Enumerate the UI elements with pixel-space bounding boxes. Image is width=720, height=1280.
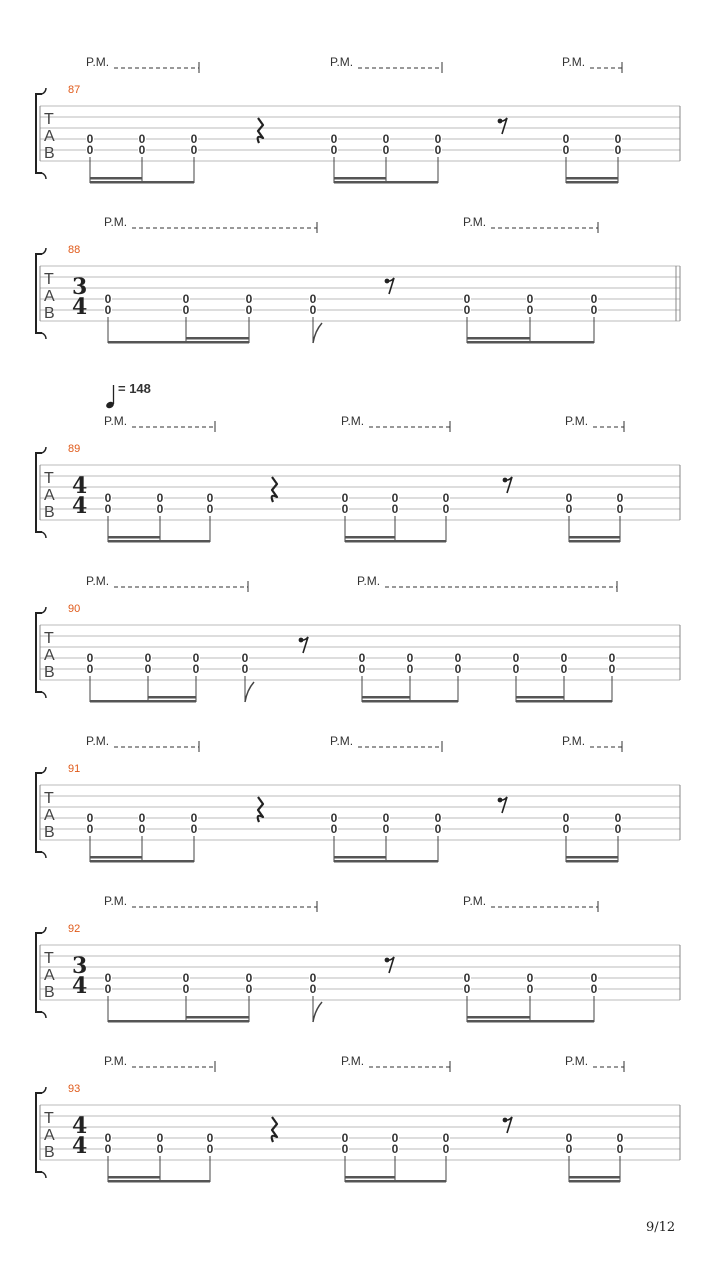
fret-number: 0 (512, 662, 520, 676)
fret-number: 0 (330, 143, 338, 157)
beam-secondary (345, 536, 395, 539)
fret-number: 0 (138, 822, 146, 836)
tab-clef-letter: B (44, 145, 55, 162)
tab-clef-letter: B (44, 824, 55, 841)
palm-mute-label: P.M. (86, 574, 110, 588)
fret-number: 0 (526, 303, 534, 317)
beam-secondary (334, 177, 386, 180)
tab-system (36, 574, 680, 703)
beam-secondary (148, 696, 196, 699)
fret-number: 0 (526, 971, 534, 985)
fret-number: 0 (406, 651, 414, 665)
fret-number: 0 (565, 491, 573, 505)
palm-mute-label: P.M. (330, 55, 354, 69)
tab-system (36, 734, 680, 863)
fret-number: 0 (138, 143, 146, 157)
fret-number: 0 (608, 662, 616, 676)
beam-secondary (467, 1016, 530, 1019)
fret-number: 0 (442, 1131, 450, 1145)
fret-number: 0 (144, 651, 152, 665)
fret-number: 0 (190, 811, 198, 825)
beam-primary (566, 860, 618, 863)
page-number: 9/12 (646, 1220, 676, 1235)
fret-number: 0 (245, 303, 253, 317)
measure-number: 90 (68, 603, 81, 615)
eighth-rest-icon (386, 957, 394, 973)
fret-number: 0 (382, 132, 390, 146)
fret-number: 0 (463, 292, 471, 306)
palm-mute-label: P.M. (562, 55, 586, 69)
fret-number: 0 (86, 811, 94, 825)
fret-number: 0 (341, 502, 349, 516)
fret-number: 0 (616, 502, 624, 516)
palm-mute-label: P.M. (104, 215, 128, 229)
fret-number: 0 (245, 292, 253, 306)
beam-primary (569, 1180, 620, 1183)
fret-number: 0 (341, 1131, 349, 1145)
fret-number: 0 (156, 1142, 164, 1156)
fret-number: 0 (434, 811, 442, 825)
eighth-rest-icon (300, 637, 308, 653)
beam-primary (467, 341, 594, 344)
measure-number: 87 (68, 84, 81, 96)
palm-mute-label: P.M. (104, 414, 128, 428)
bracket-hook-top (42, 767, 46, 773)
beam-secondary (569, 536, 620, 539)
palm-mute-label: P.M. (104, 894, 128, 908)
beam-primary (569, 540, 620, 543)
eighth-rest-icon (499, 797, 507, 813)
fret-number: 0 (192, 651, 200, 665)
eighth-rest-icon (499, 118, 507, 134)
fret-number: 0 (442, 502, 450, 516)
beam-primary (345, 1180, 446, 1183)
beam-primary (566, 181, 618, 184)
fret-number: 0 (192, 662, 200, 676)
fret-number: 0 (206, 491, 214, 505)
fret-number: 0 (565, 1131, 573, 1145)
fret-number: 0 (463, 303, 471, 317)
beam-primary (345, 540, 446, 543)
fret-number: 0 (182, 982, 190, 996)
fret-number: 0 (104, 303, 112, 317)
fret-number: 0 (330, 811, 338, 825)
palm-mute-label: P.M. (330, 734, 354, 748)
beam-secondary (566, 856, 618, 859)
bracket-hook-top (42, 88, 46, 94)
time-signature-bottom: 4 (72, 1133, 88, 1159)
fret-number: 0 (182, 292, 190, 306)
fret-number: 0 (138, 132, 146, 146)
tab-clef-letter: B (44, 1144, 55, 1161)
fret-number: 0 (104, 1131, 112, 1145)
fret-number: 0 (454, 662, 462, 676)
fret-number: 0 (241, 651, 249, 665)
fret-number: 0 (190, 143, 198, 157)
tab-system (36, 55, 680, 184)
fret-number: 0 (86, 651, 94, 665)
fret-number: 0 (614, 132, 622, 146)
fret-number: 0 (565, 1142, 573, 1156)
eighth-flag (313, 323, 322, 343)
fret-number: 0 (590, 303, 598, 317)
time-signature-bottom: 4 (72, 973, 88, 999)
fret-number: 0 (434, 143, 442, 157)
tab-clef-letter: A (44, 487, 55, 504)
tab-clef-letter: B (44, 664, 55, 681)
beam-primary (334, 181, 438, 184)
fret-number: 0 (590, 971, 598, 985)
fret-number: 0 (562, 811, 570, 825)
bracket-hook-bottom (42, 333, 46, 339)
fret-number: 0 (590, 292, 598, 306)
palm-mute-label: P.M. (341, 1054, 365, 1068)
fret-number: 0 (526, 292, 534, 306)
fret-number: 0 (406, 662, 414, 676)
fret-number: 0 (156, 1131, 164, 1145)
fret-number: 0 (463, 982, 471, 996)
palm-mute-label: P.M. (562, 734, 586, 748)
beam-primary (108, 341, 249, 344)
beam-primary (108, 540, 210, 543)
fret-number: 0 (104, 502, 112, 516)
measure-number: 88 (68, 244, 81, 256)
eighth-flag (245, 682, 254, 702)
fret-number: 0 (562, 822, 570, 836)
fret-number: 0 (341, 491, 349, 505)
beam-secondary (90, 177, 142, 180)
bracket-hook-bottom (42, 692, 46, 698)
tempo-marking: = 148 (118, 381, 151, 396)
fret-number: 0 (590, 982, 598, 996)
time-signature-top: 4 (72, 1113, 88, 1139)
tab-system (36, 894, 680, 1023)
fret-number: 0 (442, 1142, 450, 1156)
measure-number: 93 (68, 1083, 81, 1095)
beam-secondary (90, 856, 142, 859)
tab-clef-letter: A (44, 647, 55, 664)
fret-number: 0 (330, 822, 338, 836)
fret-number: 0 (206, 1142, 214, 1156)
fret-number: 0 (156, 491, 164, 505)
fret-number: 0 (526, 982, 534, 996)
fret-number: 0 (138, 811, 146, 825)
fret-number: 0 (614, 143, 622, 157)
fret-number: 0 (341, 1142, 349, 1156)
palm-mute-label: P.M. (104, 1054, 128, 1068)
tab-clef-letter: T (44, 470, 54, 487)
bracket-hook-top (42, 1087, 46, 1093)
fret-number: 0 (182, 303, 190, 317)
bracket-hook-top (42, 248, 46, 254)
beam-secondary (516, 696, 564, 699)
tab-clef-letter: T (44, 950, 54, 967)
tab-clef-letter: T (44, 271, 54, 288)
tab-clef-letter: T (44, 630, 54, 647)
palm-mute-label: P.M. (565, 1054, 589, 1068)
fret-number: 0 (562, 132, 570, 146)
fret-number: 0 (560, 662, 568, 676)
tab-clef-letter: T (44, 790, 54, 807)
bracket-hook-bottom (42, 852, 46, 858)
fret-number: 0 (182, 971, 190, 985)
tab-clef-letter: T (44, 111, 54, 128)
time-signature-bottom: 4 (72, 493, 88, 519)
fret-number: 0 (86, 143, 94, 157)
palm-mute-label: P.M. (463, 215, 487, 229)
beam-secondary (186, 337, 249, 340)
beam-secondary (334, 856, 386, 859)
beam-primary (90, 700, 196, 703)
fret-number: 0 (463, 971, 471, 985)
fret-number: 0 (616, 1131, 624, 1145)
time-signature-top: 4 (72, 473, 88, 499)
palm-mute-label: P.M. (565, 414, 589, 428)
palm-mute-label: P.M. (86, 734, 110, 748)
fret-number: 0 (382, 822, 390, 836)
measure-number: 91 (68, 763, 81, 775)
beam-primary (334, 860, 438, 863)
tab-clef-letter: A (44, 128, 55, 145)
fret-number: 0 (616, 1142, 624, 1156)
bracket-hook-top (42, 607, 46, 613)
beam-secondary (467, 337, 530, 340)
tab-clef-letter: A (44, 807, 55, 824)
fret-number: 0 (608, 651, 616, 665)
fret-number: 0 (565, 502, 573, 516)
fret-number: 0 (382, 811, 390, 825)
fret-number: 0 (245, 971, 253, 985)
palm-mute-label: P.M. (86, 55, 110, 69)
time-signature-top: 3 (72, 953, 88, 979)
palm-mute-label: P.M. (357, 574, 381, 588)
fret-number: 0 (614, 811, 622, 825)
fret-number: 0 (616, 491, 624, 505)
fret-number: 0 (144, 662, 152, 676)
fret-number: 0 (309, 982, 317, 996)
tab-system (36, 215, 680, 344)
beam-primary (362, 700, 458, 703)
beam-primary (516, 700, 612, 703)
beam-primary (467, 1020, 594, 1023)
bracket-hook-bottom (42, 173, 46, 179)
fret-number: 0 (560, 651, 568, 665)
beam-secondary (108, 1176, 160, 1179)
fret-number: 0 (104, 491, 112, 505)
beam-secondary (186, 1016, 249, 1019)
fret-number: 0 (241, 662, 249, 676)
tab-clef-letter: T (44, 1110, 54, 1127)
bracket-hook-bottom (42, 1012, 46, 1018)
fret-number: 0 (86, 132, 94, 146)
bracket-hook-bottom (42, 532, 46, 538)
beam-secondary (108, 536, 160, 539)
tab-clef-letter: A (44, 288, 55, 305)
time-signature-top: 3 (72, 274, 88, 300)
fret-number: 0 (104, 982, 112, 996)
beam-primary (108, 1020, 249, 1023)
fret-number: 0 (434, 132, 442, 146)
fret-number: 0 (156, 502, 164, 516)
tab-clef-letter: A (44, 1127, 55, 1144)
eighth-rest-icon (386, 278, 394, 294)
fret-number: 0 (86, 662, 94, 676)
tab-clef-letter: A (44, 967, 55, 984)
measure-number: 92 (68, 923, 81, 935)
fret-number: 0 (206, 502, 214, 516)
fret-number: 0 (454, 651, 462, 665)
fret-number: 0 (358, 651, 366, 665)
beam-secondary (566, 177, 618, 180)
palm-mute-label: P.M. (341, 414, 365, 428)
fret-number: 0 (562, 143, 570, 157)
time-signature-bottom: 4 (72, 294, 88, 320)
fret-number: 0 (245, 982, 253, 996)
fret-number: 0 (309, 292, 317, 306)
fret-number: 0 (391, 1131, 399, 1145)
beam-secondary (345, 1176, 395, 1179)
fret-number: 0 (206, 1131, 214, 1145)
bracket-hook-bottom (42, 1172, 46, 1178)
beam-primary (108, 1180, 210, 1183)
tab-clef-letter: B (44, 305, 55, 322)
fret-number: 0 (309, 303, 317, 317)
fret-number: 0 (104, 1142, 112, 1156)
fret-number: 0 (358, 662, 366, 676)
fret-number: 0 (104, 971, 112, 985)
tab-clef-letter: B (44, 984, 55, 1001)
tab-system (36, 1054, 680, 1183)
beam-primary (90, 860, 194, 863)
tab-system (36, 381, 680, 543)
fret-number: 0 (442, 491, 450, 505)
bracket-hook-top (42, 447, 46, 453)
eighth-rest-icon (504, 1117, 512, 1133)
beam-secondary (362, 696, 410, 699)
fret-number: 0 (104, 292, 112, 306)
fret-number: 0 (330, 132, 338, 146)
fret-number: 0 (382, 143, 390, 157)
bracket-hook-top (42, 927, 46, 933)
fret-number: 0 (391, 502, 399, 516)
eighth-rest-icon (504, 477, 512, 493)
fret-number: 0 (309, 971, 317, 985)
palm-mute-label: P.M. (463, 894, 487, 908)
fret-number: 0 (434, 822, 442, 836)
measure-number: 89 (68, 443, 81, 455)
eighth-flag (313, 1002, 322, 1022)
fret-number: 0 (190, 822, 198, 836)
fret-number: 0 (391, 491, 399, 505)
beam-primary (90, 181, 194, 184)
fret-number: 0 (614, 822, 622, 836)
beam-secondary (569, 1176, 620, 1179)
fret-number: 0 (391, 1142, 399, 1156)
fret-number: 0 (512, 651, 520, 665)
fret-number: 0 (86, 822, 94, 836)
tab-clef-letter: B (44, 504, 55, 521)
fret-number: 0 (190, 132, 198, 146)
